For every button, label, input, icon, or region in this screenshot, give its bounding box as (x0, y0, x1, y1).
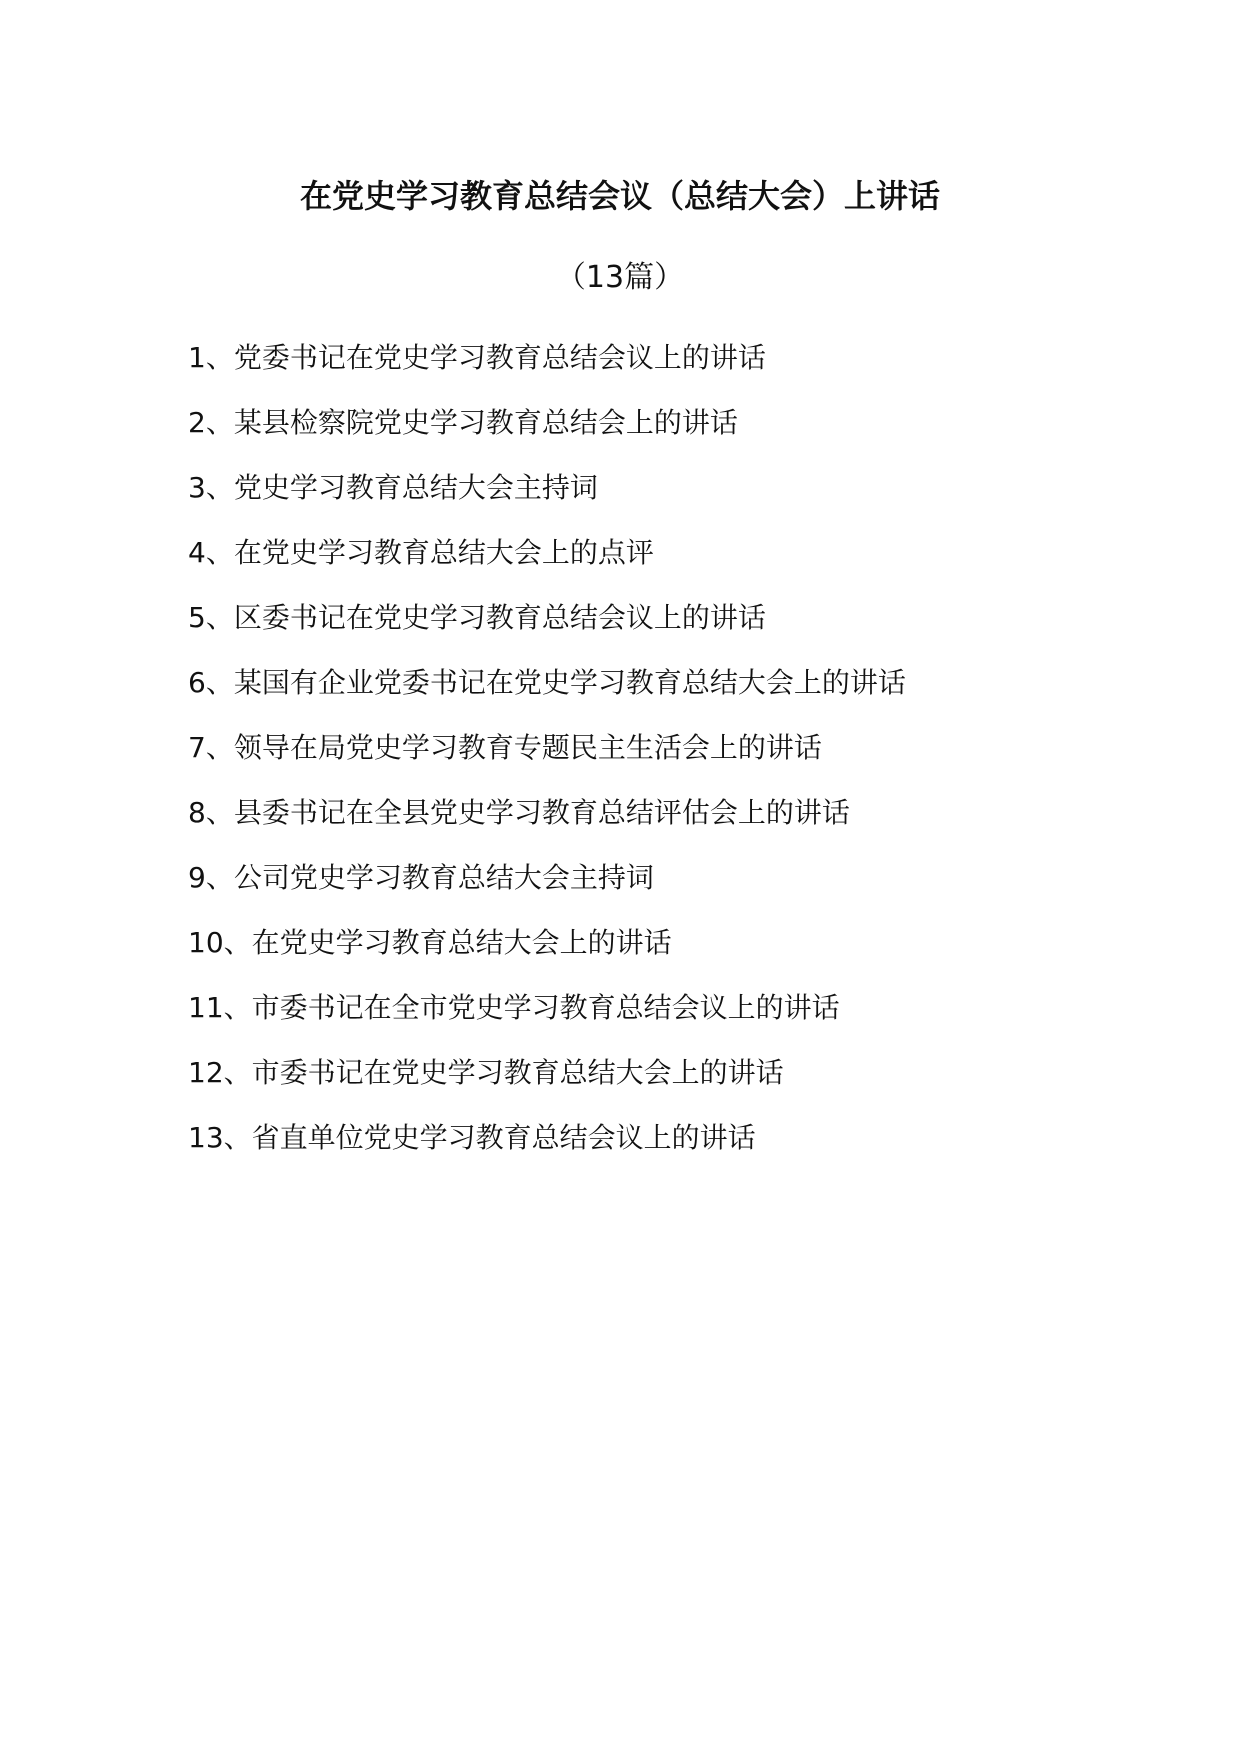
toc-item: 6、某国有企业党委书记在党史学习教育总结大会上的讲话 (188, 666, 906, 699)
toc-item: 7、领导在局党史学习教育专题民主生活会上的讲话 (188, 731, 822, 764)
toc-item: 4、在党史学习教育总结大会上的点评 (188, 536, 654, 569)
toc-item: 2、某县检察院党史学习教育总结会上的讲话 (188, 406, 738, 439)
toc-item: 9、公司党史学习教育总结大会主持词 (188, 861, 654, 894)
toc-item: 12、市委书记在党史学习教育总结大会上的讲话 (188, 1056, 784, 1089)
toc-item: 3、党史学习教育总结大会主持词 (188, 471, 598, 504)
toc-item: 10、在党史学习教育总结大会上的讲话 (188, 926, 672, 959)
document-title: 在党史学习教育总结会议（总结大会）上讲话 (299, 177, 940, 215)
toc-item: 5、区委书记在党史学习教育总结会议上的讲话 (188, 601, 766, 634)
toc-item: 13、省直单位党史学习教育总结会议上的讲话 (188, 1121, 756, 1154)
toc-item: 1、党委书记在党史学习教育总结会议上的讲话 (188, 341, 766, 374)
document-subtitle: （13篇） (555, 260, 685, 295)
toc-item: 11、市委书记在全市党史学习教育总结会议上的讲话 (188, 991, 840, 1024)
toc-item: 8、县委书记在全县党史学习教育总结评估会上的讲话 (188, 796, 850, 829)
table-of-contents (188, 338, 1148, 1183)
